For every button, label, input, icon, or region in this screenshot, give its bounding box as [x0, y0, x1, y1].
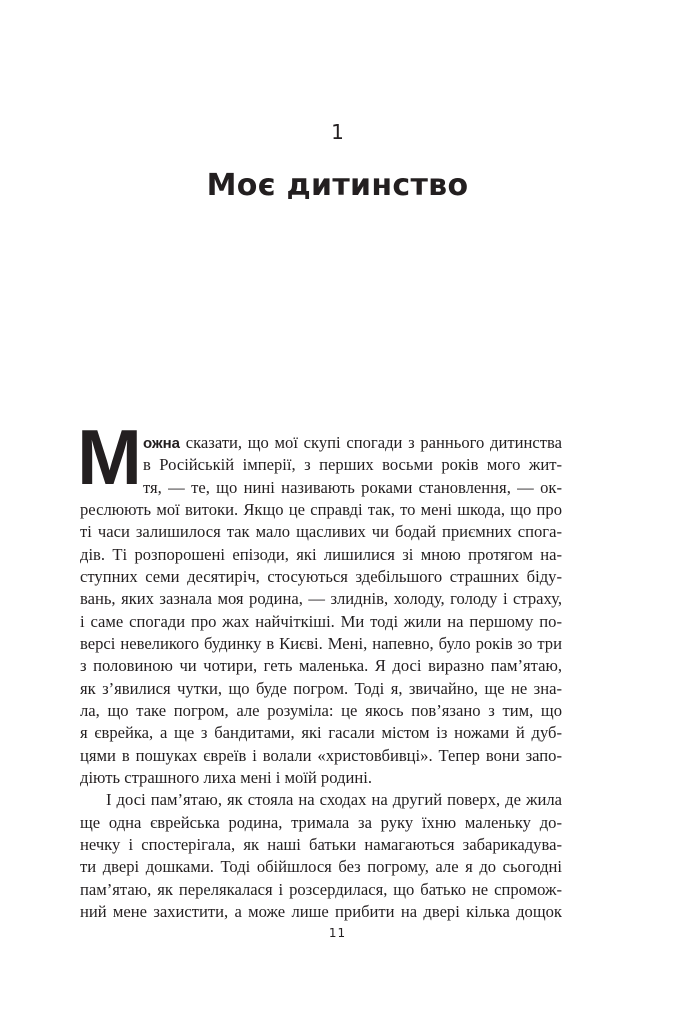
- line-text: як з’явилися чутки, що буде погром. Тоді я, звичайно, ще не зна-: [80, 678, 562, 698]
- text-line: [80, 879, 562, 901]
- text-line: [80, 789, 562, 811]
- text-line: [80, 834, 562, 856]
- line-text: ла, що таке погром, але розуміла: це якось пов’язано з тим, що: [80, 700, 562, 720]
- text-line: [80, 499, 562, 521]
- text-line: [80, 611, 562, 633]
- line-text: діють страшного лиха мені і моїй родині.: [80, 767, 373, 787]
- text-line: [80, 812, 562, 834]
- text-line: [80, 856, 562, 878]
- drop-cap: М: [77, 413, 142, 501]
- line-text: реслюють мої витоки. Якщо це справді так, то мені шкода, що про: [80, 499, 562, 519]
- line-text: ще одна єврейська родина, тримала за руку їхню маленьку до-: [80, 812, 562, 832]
- text-line: [143, 432, 562, 454]
- line-text: вань, яких зазнала моя родина, — злиднів, холоду, голоду і страху,: [80, 589, 562, 609]
- line-text: нечку і спостерігала, як наші батьки намагаються забарикадува-: [80, 834, 562, 854]
- text-line: [143, 454, 562, 476]
- line-text: ний мене захистити, а може лише прибити на двері кілька дощок: [80, 901, 562, 921]
- text-line: [80, 722, 562, 744]
- line-text: ти двері дошками. Тоді обійшлося без погрому, але я до сьогодні: [80, 857, 562, 877]
- chapter-title: Моє дитинство: [206, 168, 469, 203]
- text-line: [80, 588, 562, 610]
- line-text: сказати, що мої скупі спогади з раннього дитинства: [180, 433, 562, 452]
- line-text: версі невеликого будинку в Києві. Мені, напевно, було років зо три: [80, 633, 562, 653]
- page-number: 11: [328, 926, 347, 940]
- text-line: [143, 477, 562, 499]
- chapter-number: 1: [331, 120, 344, 144]
- text-line: [80, 767, 562, 789]
- lead-in-text: ожна: [143, 435, 181, 452]
- line-text: я єврейка, а ще з бандитами, які гасали містом із ножами й дуб-: [80, 723, 562, 743]
- text-line: [80, 544, 562, 566]
- line-text: цями в пошуках євреїв і волали «христовбивці». Тепер вони запо-: [80, 745, 562, 765]
- text-line: [80, 521, 562, 543]
- text-line: [80, 678, 562, 700]
- text-line: [80, 566, 562, 588]
- line-text: І досі пам’ятаю, як стояла на сходах на другий поверх, де жила: [106, 790, 562, 810]
- line-text: тя, — те, що нині називають роками становлення, — ок-: [143, 477, 562, 497]
- line-text: дів. Ті розпорошені епізоди, які лишилися зі мною протягом на-: [80, 544, 562, 564]
- line-text: ті часи залишилося так мало щасливих чи бодай приємних спога-: [80, 522, 562, 542]
- text-line: [80, 700, 562, 722]
- text-line: [80, 901, 562, 923]
- text-line: [80, 633, 562, 655]
- line-text: ступних семи десятиріч, стосуються здебільшого страшних біду-: [80, 566, 562, 586]
- line-text: і саме спогади про жах найчіткіші. Ми тоді жили на першому по-: [80, 611, 562, 631]
- line-text: в Російській імперії, з перших восьми років мого жит-: [143, 455, 562, 475]
- body-text: [80, 432, 562, 923]
- line-text: пам’ятаю, як перелякалася і розсердилася, що батько не спромож-: [80, 879, 562, 899]
- line-text: з половиною чи чотири, геть маленька. Я досі виразно пам’ятаю,: [80, 656, 562, 676]
- text-line: [80, 655, 562, 677]
- text-line: [80, 745, 562, 767]
